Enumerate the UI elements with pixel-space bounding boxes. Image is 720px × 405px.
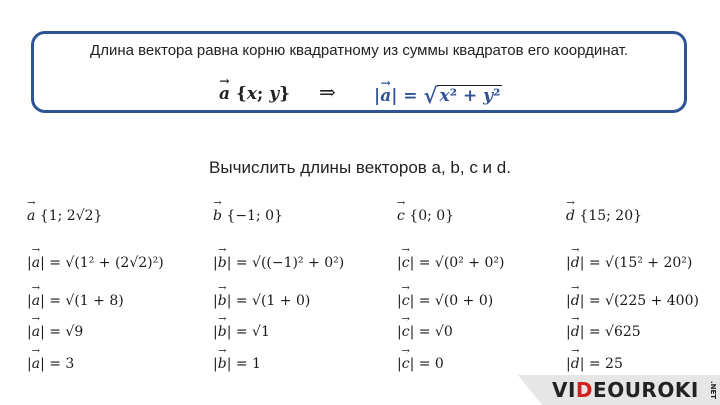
rule-right-formula: |→ a| = √ x² + y² [374, 84, 502, 109]
logo-suffix: .NET [709, 381, 717, 400]
vector-b-coordinates: → b {−1; 0} [213, 206, 283, 226]
vector-d-step-2: |→ d| = √(225 + 400) [566, 291, 699, 311]
vector-b-step-2: |→ b| = √(1 + 0) [213, 291, 310, 311]
task-text: Вычислить длины векторов a, b, c и d. [209, 158, 511, 177]
vector-a-step-3: |→ a| = √9 [27, 322, 83, 342]
vector-d-coordinates: → d {15; 20} [566, 206, 642, 226]
rule-left-formula: → a {x; y} [219, 84, 290, 104]
vector-a-step-1: |→ a| = √(1² + (2√2)²) [27, 253, 164, 273]
vector-d-step-1: |→ d| = √(15² + 20²) [566, 253, 692, 273]
vector-c-step-4: |→ c| = 0 [397, 354, 444, 374]
vector-d-step-3: |→ d| = √625 [566, 322, 641, 342]
rule-box [31, 31, 687, 113]
vector-c-coordinates: → c {0; 0} [397, 206, 454, 226]
vector-b-step-4: |→ b| = 1 [213, 354, 261, 374]
vector-a-step-4: |→ a| = 3 [27, 354, 74, 374]
vector-b-step-3: |→ b| = √1 [213, 322, 270, 342]
vector-a-step-2: |→ a| = √(1 + 8) [27, 291, 124, 311]
vector-c-step-2: |→ c| = √(0 + 0) [397, 291, 493, 311]
vector-c-step-1: |→ c| = √(0² + 0²) [397, 253, 504, 273]
logo-text: VIDEOUROKI [552, 378, 699, 402]
rule-text: Длина вектора равна корню квадратному из суммы квадратов его координат. [90, 42, 628, 59]
vector-c-step-3: |→ c| = √0 [397, 322, 453, 342]
videouroki-logo [542, 375, 720, 405]
implies-arrow: ⇒ [319, 80, 336, 104]
vector-d-step-4: |→ d| = 25 [566, 354, 623, 374]
vector-a-coordinates: → a {1; 2√2} [27, 206, 102, 226]
vector-b-step-1: |→ b| = √((−1)² + 0²) [213, 253, 344, 273]
